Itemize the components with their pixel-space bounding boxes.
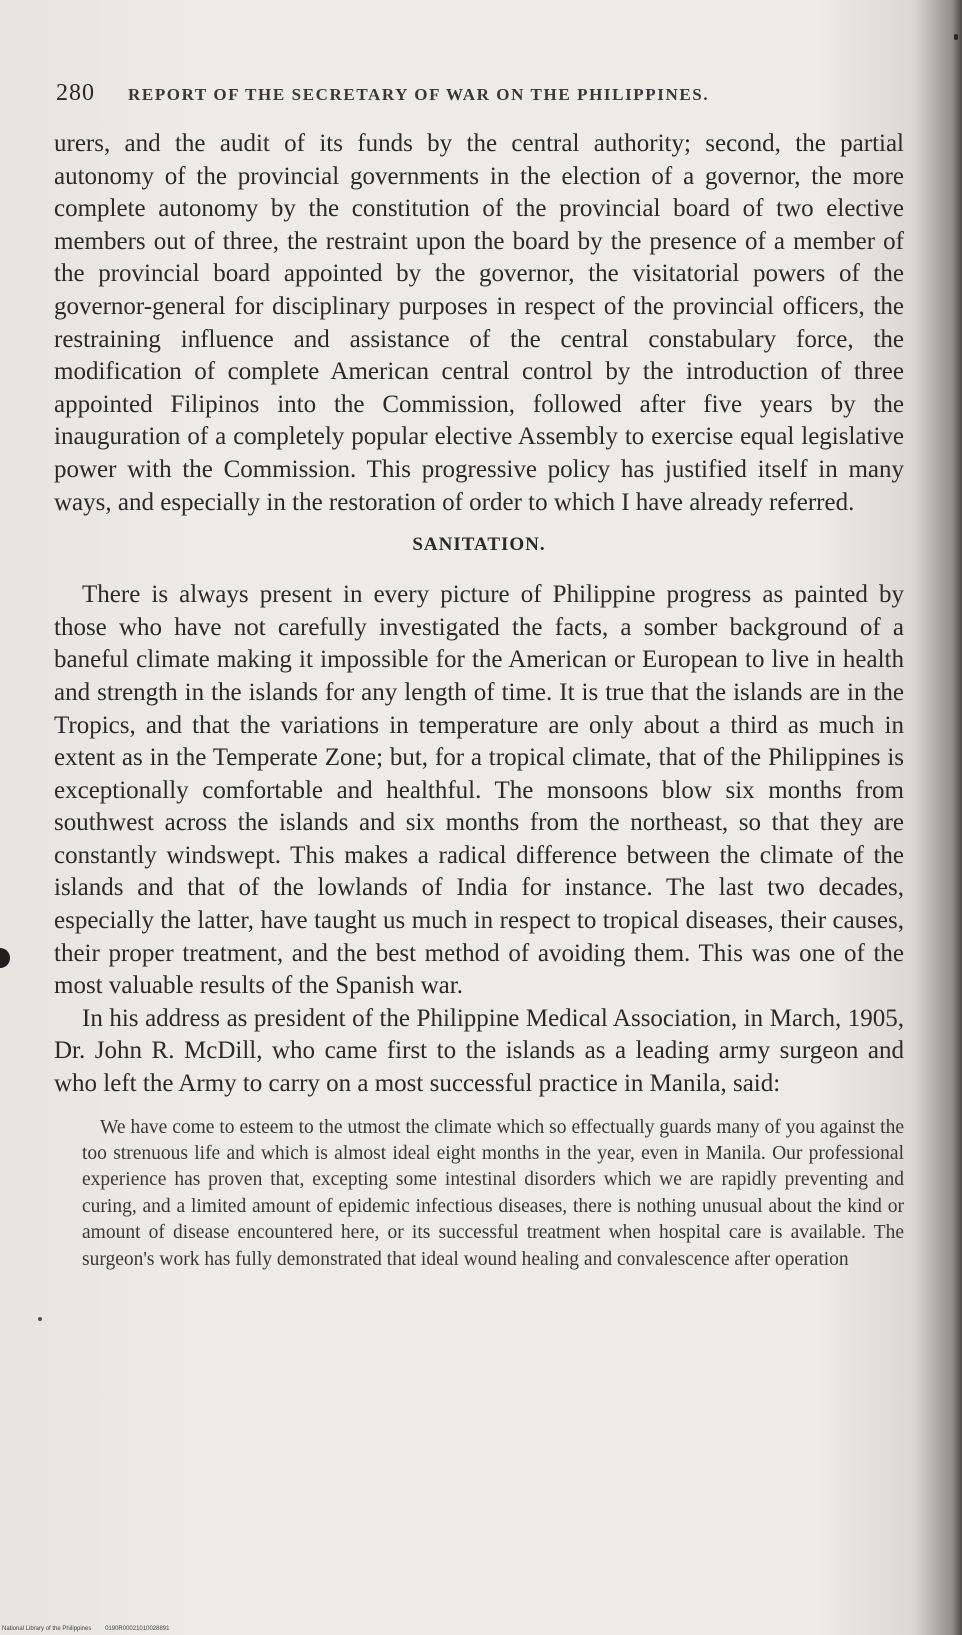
footer xyxy=(2,1626,169,1632)
footer-library: National Library of the Philippines xyxy=(2,1626,92,1632)
page-number: 280 xyxy=(56,80,95,106)
paragraph-sanitation-1: There is always present in every picture of Philippine progress as painted by those who have not carefully investigated the facts, a somber background of a baneful climate making it impossible for the American or European to live in health and strength in the islands for any length of time. It is true that the islands are in the Tropics, and that the variations in temperature are only about a third as much in extent as in the Temperate Zone; but, for a tropical climate, that of the Philippines is exceptionally comfortable and healthful. The monsoons blow six months from southwest across the islands and six months from the northeast, so that they are constantly windswept. This makes a radical difference between the climate of the islands and that of the lowlands of India for instance. The last two decades, especially the latter, have taught us much in respect to tropical diseases, their causes, their proper treatment, and the best method of avoiding them. This was one of the most valuable results of the Spanish war. xyxy=(54,581,904,1000)
scan-speck xyxy=(954,34,958,40)
section-heading: SANITATION. xyxy=(412,534,546,556)
page-header xyxy=(56,80,856,112)
page-body xyxy=(54,128,904,1273)
paragraph-sanitation-2: In his address as president of the Philippine Medical Association, in March, 1905, Dr. John R. McDill, who came first to the islands as a leading army surgeon and who left the Army to carry on a most successful practice in Manila, said: xyxy=(54,1004,904,1098)
footer-code: 0190R00021010028891 xyxy=(105,1626,170,1632)
running-title: REPORT OF THE SECRETARY OF WAR ON THE PHILIPPINES. xyxy=(128,85,710,104)
margin-dot xyxy=(38,1317,42,1321)
paragraph-continuation: urers, and the audit of its funds by the central authority; second, the partial autonomy of the provincial governments in the election of a governor, the more complete autonomy by the constitution of the provincial board of two elective members out of three, the restraint upon the board by the presence of a member of the provincial board appointed by the governor, the visitatorial powers of the governor-general for disciplinary purposes in respect of the provincial officers, the restraining influence and assistance of the central constabulary force, the modification of complete American central control by the introduction of three appointed Filipinos into the Commission, followed after five years by the inauguration of a completely popular elective Assembly to exercise equal legislative power with the Commission. This progressive policy has justified itself in many ways, and especially in the restoration of order to which I have already referred. xyxy=(54,130,904,516)
block-quote: We have come to esteem to the utmost the climate which so effectually guards many of you against the too strenuous life and which is almost ideal eight months in the year, even in Manila. Our professional experience has proven that, excepting some intestinal disorders which we are rapidly preventing and curing, and a limited amount of epidemic infectious diseases, there is nothing unusual about the kind or amount of disease encountered here, or its successful treatment when hospital care is available. The surgeon's work has fully demonstrated that ideal wound healing and convalescence after operation xyxy=(82,1116,904,1270)
binding-hole-mark xyxy=(0,948,10,968)
